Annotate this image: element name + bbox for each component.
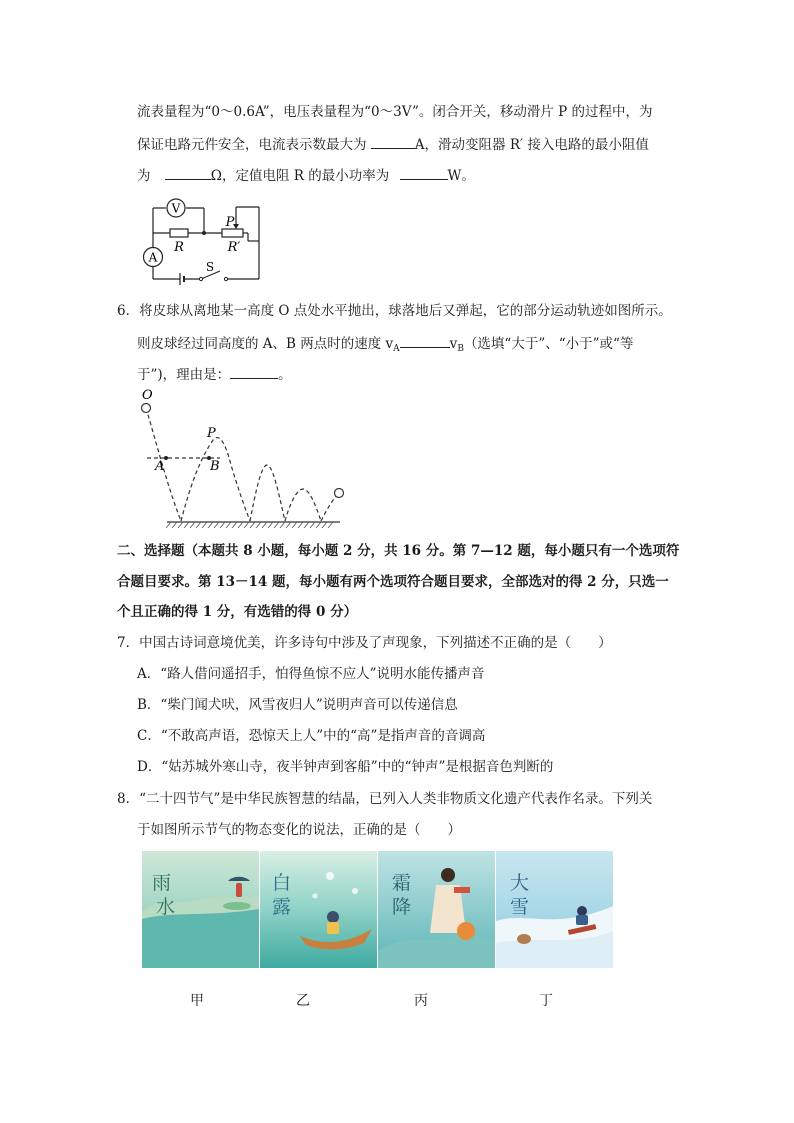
solar-term-image-3 bbox=[378, 851, 495, 968]
slider-label: P bbox=[225, 215, 235, 230]
q8-line-1: 8．“二十四节气”是中华民族智慧的结晶，已列入人类非物质文化遗产代表作名录。下列关 bbox=[117, 791, 653, 807]
point-o-label: O bbox=[142, 388, 153, 403]
q5-line-3-a: 为 bbox=[137, 168, 151, 184]
term-2-char-1: 白 bbox=[272, 872, 292, 894]
ammeter-label: A bbox=[148, 250, 158, 265]
switch-label: S bbox=[205, 260, 215, 274]
image-label-3: 丙 bbox=[414, 993, 428, 1009]
answer-blank-compare[interactable] bbox=[400, 333, 450, 348]
solar-term-image-1 bbox=[142, 851, 259, 968]
solar-term-image-4 bbox=[496, 851, 613, 968]
circuit-diagram bbox=[138, 195, 268, 285]
subscript-a: A bbox=[393, 344, 400, 354]
bounce-trajectory-diagram bbox=[135, 385, 355, 533]
answer-blank-reason[interactable] bbox=[230, 364, 278, 379]
resistor-label: R bbox=[174, 240, 184, 255]
q6-line-3-b: 。 bbox=[278, 367, 292, 383]
q7-stem: 7．中国古诗词意境优美，许多诗句中涉及了声现象，下列描述不正确的是（ ） bbox=[117, 635, 612, 651]
q6-line-2: 则皮球经过同高度的 A、B 两点时的速度 $v_A$ $v_B$（选填“大于”、“小于”或“等 bbox=[137, 333, 633, 358]
point-p-label: P bbox=[207, 426, 216, 441]
rheostat-label: R′ bbox=[227, 240, 241, 255]
section-2-line-3: 个且正确的得 1 分，有选错的得 0 分） bbox=[117, 604, 358, 620]
q6-line-2-a: 则皮球经过同高度的 A、B 两点时的速度 v bbox=[137, 336, 394, 352]
image-label-1: 甲 bbox=[190, 993, 204, 1009]
q5-line-2-a: 保证电路元件安全，电流表示数最大为 bbox=[137, 137, 367, 153]
q8-line-2: 于如图所示节气的物态变化的说法，正确的是（ ） bbox=[137, 822, 461, 838]
q6-line-1: 6．将皮球从离地某一高度 O 点处水平抛出，球落地后又弹起，它的部分运动轨迹如图所示。 bbox=[117, 303, 672, 319]
q7-option-d[interactable]: D．“姑苏城外寒山寺，夜半钟声到客船”中的“钟声”是根据音色判断的 bbox=[137, 759, 554, 775]
q5-line-3-b: Ω，定值电阻 R 的最小功率为 bbox=[210, 168, 390, 184]
term-4-char-2: 雪 bbox=[510, 896, 530, 918]
q7-option-c[interactable]: C．“不敢高声语，恐惊天上人”中的“高”是指声音的音调高 bbox=[137, 728, 486, 744]
q5-line-3-c: W。 bbox=[447, 168, 475, 184]
q5-line-1: 流表量程为“0～0.6A”，电压表量程为“0～3V”。闭合开关，移动滑片 P 的过程中，为 bbox=[137, 104, 653, 120]
answer-blank-resistance[interactable] bbox=[165, 165, 211, 180]
term-1-char-1: 雨 bbox=[152, 872, 172, 894]
q5-line-3 bbox=[137, 165, 475, 185]
image-label-2: 乙 bbox=[296, 993, 310, 1009]
q7-option-b[interactable]: B．“柴门闻犬吠，风雪夜归人”说明声音可以传递信息 bbox=[137, 697, 458, 713]
term-3-char-2: 降 bbox=[392, 896, 412, 918]
solar-term-image-2 bbox=[260, 851, 377, 968]
q5-line-2 bbox=[137, 134, 649, 154]
q7-option-a[interactable]: A．“路人借问遥招手，怕得鱼惊不应人”说明水能传播声音 bbox=[137, 666, 485, 682]
answer-blank-current[interactable] bbox=[371, 134, 415, 149]
subscript-b: B bbox=[457, 344, 464, 354]
term-4-char-1: 大 bbox=[510, 872, 530, 894]
term-1-char-2: 水 bbox=[156, 896, 176, 918]
section-2-line-1: 二、选择题（本题共 8 小题，每小题 2 分，共 16 分。第 7—12 题，每小题只有一个选项符 bbox=[117, 543, 680, 559]
q5-line-2-b: A，滑动变阻器 R′ 接入电路的最小阻值 bbox=[414, 137, 649, 153]
term-3-char-1: 霜 bbox=[392, 872, 412, 894]
point-a-label: A bbox=[155, 459, 165, 474]
voltmeter-label: V bbox=[171, 201, 181, 216]
term-2-char-2: 露 bbox=[272, 896, 292, 918]
q6-line-3 bbox=[137, 364, 292, 384]
image-label-4: 丁 bbox=[539, 993, 553, 1009]
q6-line-3-a: 于”)，理由是： bbox=[137, 367, 231, 383]
point-b-label: B bbox=[210, 459, 220, 474]
q6-line-2-b: （选填“大于”、“小于”或“等 bbox=[463, 336, 634, 352]
section-2-line-2: 合题目要求。第 13－14 题，每小题有两个选项符合题目要求，全部选对的得 2 分，只选一 bbox=[117, 574, 669, 590]
answer-blank-power[interactable] bbox=[400, 165, 448, 180]
